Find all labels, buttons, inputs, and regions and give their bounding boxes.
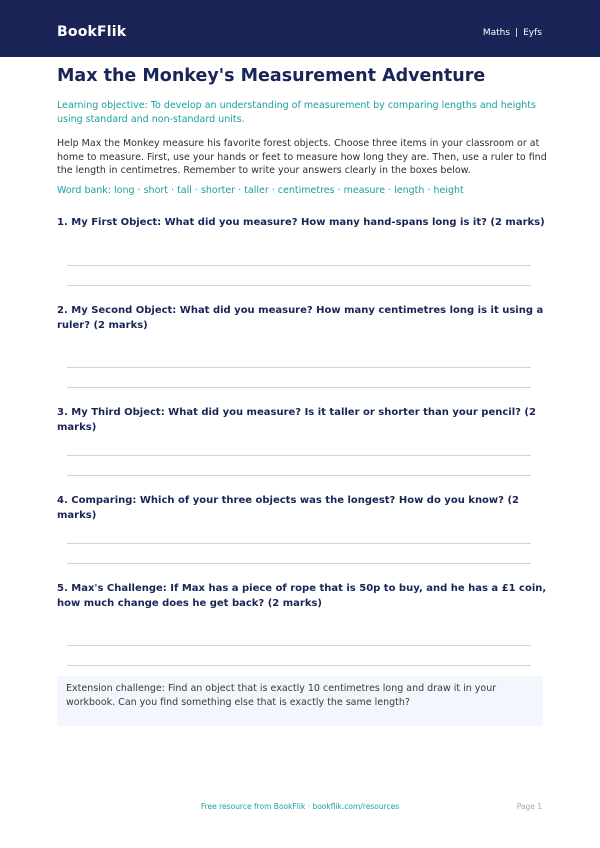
learning-objective: Learning objective: To develop an understanding of measurement by comparing lengths and heights using standard and non-standard units.	[57, 100, 536, 125]
answer-line[interactable]	[67, 563, 531, 564]
answer-line[interactable]	[67, 645, 531, 646]
answer-line[interactable]	[67, 367, 531, 368]
question-4: 4. Comparing: Which of your three objects was the longest? How do you know? (2 marks)	[57, 495, 519, 521]
extension-challenge-box: Extension challenge: Find an object that is exactly 10 centimetres long and draw it in your workbook. Can you find something else that is exactly the same length?	[57, 676, 543, 726]
intro-text: Help Max the Monkey measure his favorite forest objects. Choose three items in your classroom or at home to measure. First, use your hands or feet to measure how long they are. Then, use a ruler to find the length in centimetres. Remember to write your answers clearly in the boxes below.	[57, 138, 547, 176]
subject-label: Maths	[482, 28, 511, 38]
footer-credit-link[interactable]: Free resource from BookFlik · bookflik.com/resources	[200, 802, 400, 811]
answer-line[interactable]	[67, 665, 531, 666]
breadcrumb-separator: |	[515, 28, 519, 38]
question-5: 5. Max's Challenge: If Max has a piece of rope that is 50p to buy, and he has a £1 coin, how much change does he get back? (2 marks)	[57, 583, 547, 609]
brand-logo[interactable]: BookFlik	[57, 24, 127, 40]
question-1: 1. My First Object: What did you measure? How many hand-spans long is it? (2 marks)	[57, 217, 545, 228]
answer-line[interactable]	[67, 455, 531, 456]
question-2: 2. My Second Object: What did you measure? How many centimetres long is it using a ruler? (2 marks)	[57, 305, 544, 331]
answer-line[interactable]	[67, 475, 531, 476]
page-number: Page 1	[516, 802, 542, 811]
answer-line[interactable]	[67, 285, 531, 286]
answer-line[interactable]	[67, 543, 531, 544]
footer	[0, 801, 600, 815]
subject-breadcrumb	[483, 27, 542, 40]
answer-line[interactable]	[67, 265, 531, 266]
page-title: Max the Monkey's Measurement Adventure	[57, 66, 486, 86]
level-label: Eyfs	[523, 28, 542, 38]
question-3: 3. My Third Object: What did you measure? Is it taller or shorter than your pencil? (2 marks)	[57, 407, 536, 433]
header-bar	[0, 0, 600, 57]
answer-line[interactable]	[67, 387, 531, 388]
word-bank: Word bank: long · short · tall · shorter · taller · centimetres · measure · length · height	[57, 185, 464, 196]
